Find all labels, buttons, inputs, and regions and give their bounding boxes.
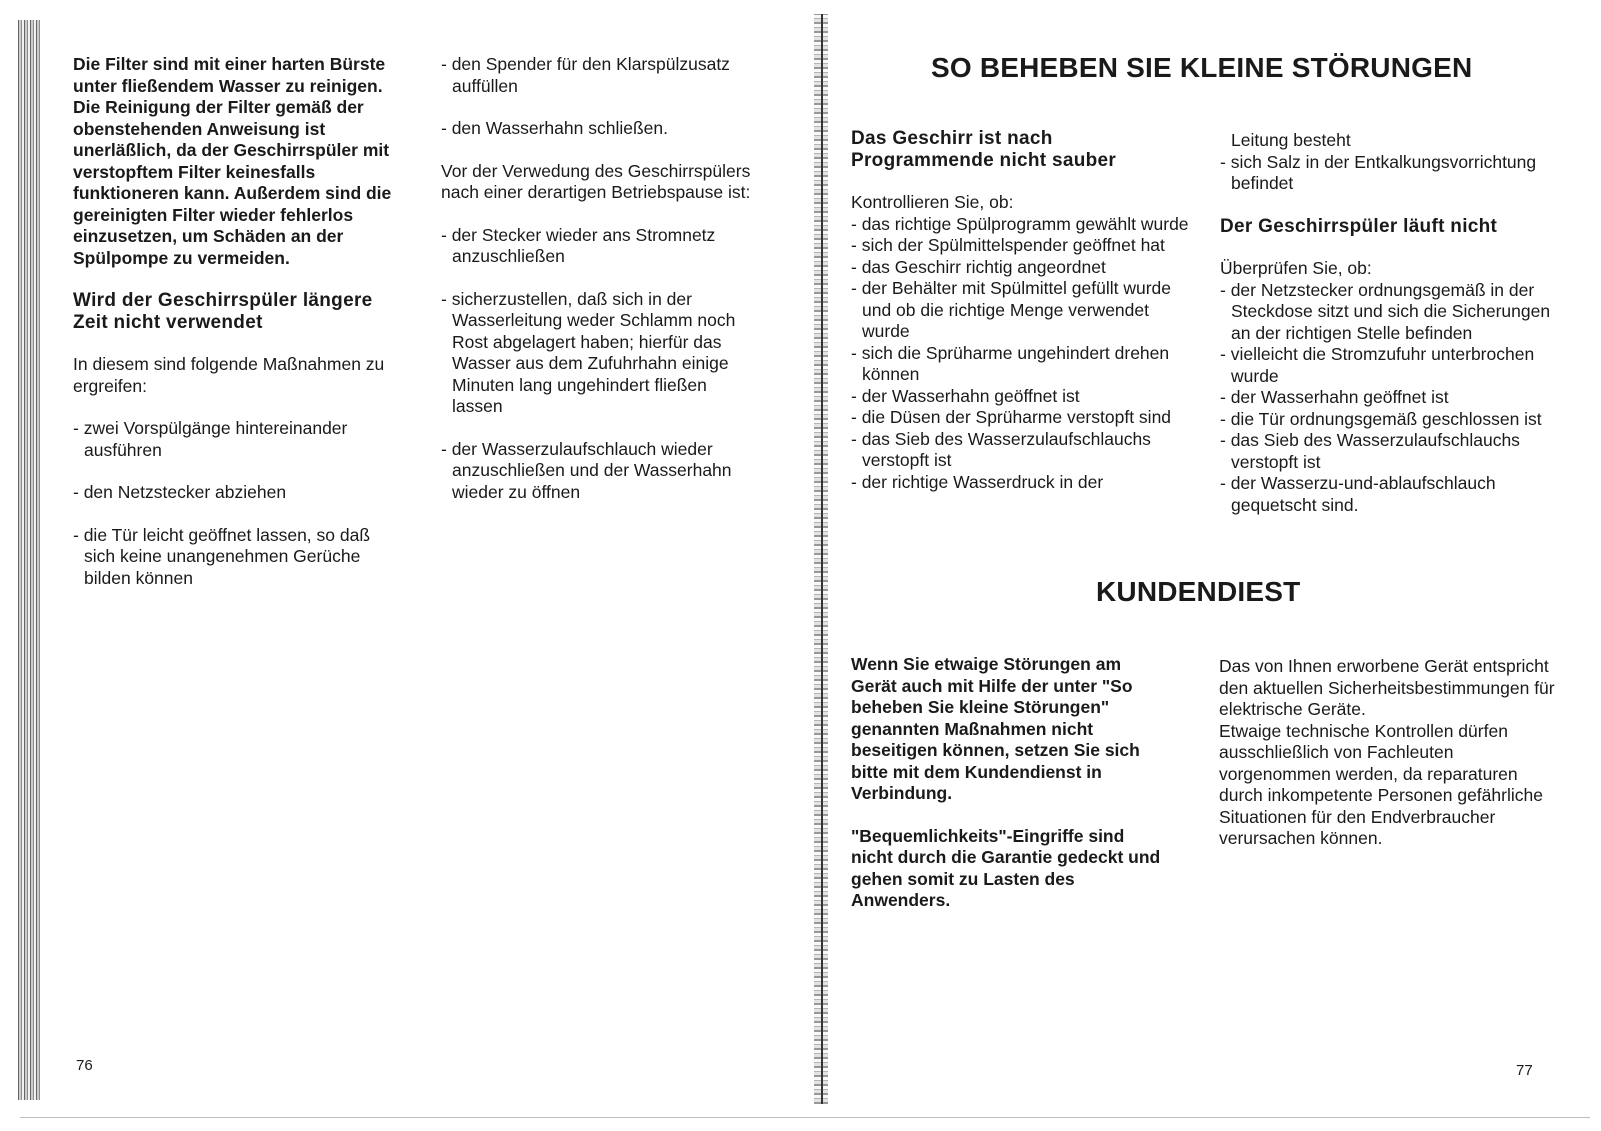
list-item: - sicherzustellen, daß sich in der Wasserleitung weder Schlamm noch Rost abgelagert haben; hierfür das Wasser aus dem Zufuhrhahn einige Minuten lang ungehindert fließen lassen bbox=[441, 289, 759, 418]
list-item: - der Behälter mit Spülmittel gefüllt wurde und ob die richtige Menge verwendet wurde bbox=[851, 278, 1191, 343]
service-col-2 bbox=[1219, 656, 1564, 850]
check-intro: Kontrollieren Sie, ob: bbox=[851, 192, 1014, 212]
verify-list bbox=[1220, 280, 1560, 517]
warranty-paragraph: "Bequemlichkeits"-Eingriffe sind nicht durch die Garantie gedeckt und gehen somit zu Lasten des Anwenders. bbox=[851, 825, 1161, 910]
safety-paragraph: Das von Ihnen erworbene Gerät entspricht den aktuellen Sicherheitsbestimmungen für elektrische Geräte. bbox=[1219, 656, 1555, 719]
list-item: - das richtige Spülprogramm gewählt wurde bbox=[851, 214, 1191, 236]
list-item: - den Netzstecker abziehen bbox=[73, 482, 395, 504]
troubleshooting-title: SO BEHEBEN SIE KLEINE STÖRUNGEN bbox=[931, 52, 1473, 83]
list-item: - der Wasserhahn geöffnet ist bbox=[1220, 387, 1560, 409]
right-page bbox=[820, 0, 1601, 1131]
list-item: - die Tür ordnungsgemäß geschlossen ist bbox=[1220, 409, 1560, 431]
list-item: - der Wasserzulaufschlauch wieder anzuschließen und der Wasserhahn wieder zu öffnen bbox=[441, 439, 759, 504]
page-number: 77 bbox=[1516, 1062, 1533, 1079]
list-item: - den Wasserhahn schließen. bbox=[441, 118, 759, 140]
check-list bbox=[851, 214, 1191, 494]
list-item: - das Sieb des Wasserzulaufschlauchs verstopft ist bbox=[851, 429, 1191, 472]
unused-heading: Wird der Geschirrspüler längere Zeit nicht verwendet bbox=[73, 290, 373, 333]
verify-intro: Überprüfen Sie, ob: bbox=[1220, 258, 1372, 278]
list-item: - die Düsen der Sprüharme verstopft sind bbox=[851, 407, 1191, 429]
service-col-1 bbox=[851, 654, 1166, 912]
list-item: - sich die Sprüharme ungehindert drehen können bbox=[851, 343, 1191, 386]
not-clean-heading: Das Geschirr ist nach Programmende nicht sauber bbox=[851, 128, 1117, 171]
list-item: - der richtige Wasserdruck in der bbox=[851, 472, 1191, 494]
list-item: - der Netzstecker ordnungsgemäß in der Steckdose sitzt und sich die Sicherungen an der richtigen Stelle befinden bbox=[1220, 280, 1560, 345]
list-item: - die Tür leicht geöffnet lassen, so daß sich keine unangenehmen Gerüche bilden können bbox=[73, 525, 395, 590]
service-title: KUNDENDIEST bbox=[1096, 576, 1301, 607]
list-item: - der Wasserzu-und-ablaufschlauch gequetscht sind. bbox=[1220, 473, 1560, 516]
left-col-2 bbox=[441, 54, 759, 503]
left-col-1 bbox=[73, 54, 395, 589]
not-running-heading: Der Geschirrspüler läuft nicht bbox=[1220, 215, 1498, 237]
list-item: - das Geschirr richtig angeordnet bbox=[851, 257, 1191, 279]
measures-list bbox=[73, 418, 395, 589]
filter-cleaning-paragraph: Die Filter sind mit einer harten Bürste unter fließendem Wasser zu reinigen. Die Reinigung der Filter gemäß der obenstehenden Anweisung ist unerläßlich, da der Geschirrspüler mit verstopftem Filter keinesfalls funktioneren kann. Außerdem sind die gereinigten Filter wieder fehlerlos einzusetzen, um Schäden an der Spülpompe zu vermeiden. bbox=[73, 54, 392, 268]
list-item: - sich der Spülmittelspender geöffnet hat bbox=[851, 235, 1191, 257]
list-item: - sich Salz in der Entkalkungsvorrichtung befindet bbox=[1220, 152, 1560, 195]
continued-line: Leitung besteht bbox=[1231, 130, 1351, 150]
prep-list bbox=[441, 54, 759, 140]
list-item: - das Sieb des Wasserzulaufschlauchs verstopft ist bbox=[1220, 430, 1560, 473]
right-col-2 bbox=[1220, 130, 1560, 516]
list-item: - zwei Vorspülgänge hintereinander ausführen bbox=[73, 418, 395, 461]
measures-text: In diesem sind folgende Maßnahmen zu ergreifen: bbox=[73, 354, 385, 396]
list-item: - vielleicht die Stromzufuhr unterbrochen wurde bbox=[1220, 344, 1560, 387]
list-item: - der Wasserhahn geöffnet ist bbox=[851, 386, 1191, 408]
list-item: - den Spender für den Klarspülzusatz auffüllen bbox=[441, 54, 759, 97]
right-col-1 bbox=[851, 128, 1191, 493]
service-contact-paragraph: Wenn Sie etwaige Störungen am Gerät auch mit Hilfe der unter "So beheben Sie kleine Störungen" genannten Maßnahmen nicht beseitigen können, setzen Sie sich bitte mit dem Kundendienst in Verbindung. bbox=[851, 654, 1140, 803]
continued-list bbox=[1220, 152, 1560, 195]
page-number: 76 bbox=[76, 1057, 93, 1074]
technical-checks-paragraph: Etwaige technische Kontrollen dürfen ausschließlich von Fachleuten vorgenommen werden, da reparaturen durch inkompetente Personen gefährliche Situationen für den Endverbraucher verursachen können. bbox=[1219, 720, 1543, 848]
restart-list bbox=[441, 225, 759, 504]
list-item: - der Stecker wieder ans Stromnetz anzuschließen bbox=[441, 225, 759, 268]
before-use-text: Vor der Verwedung des Geschirrspülers nach einer derartigen Betriebspause ist: bbox=[441, 160, 751, 202]
